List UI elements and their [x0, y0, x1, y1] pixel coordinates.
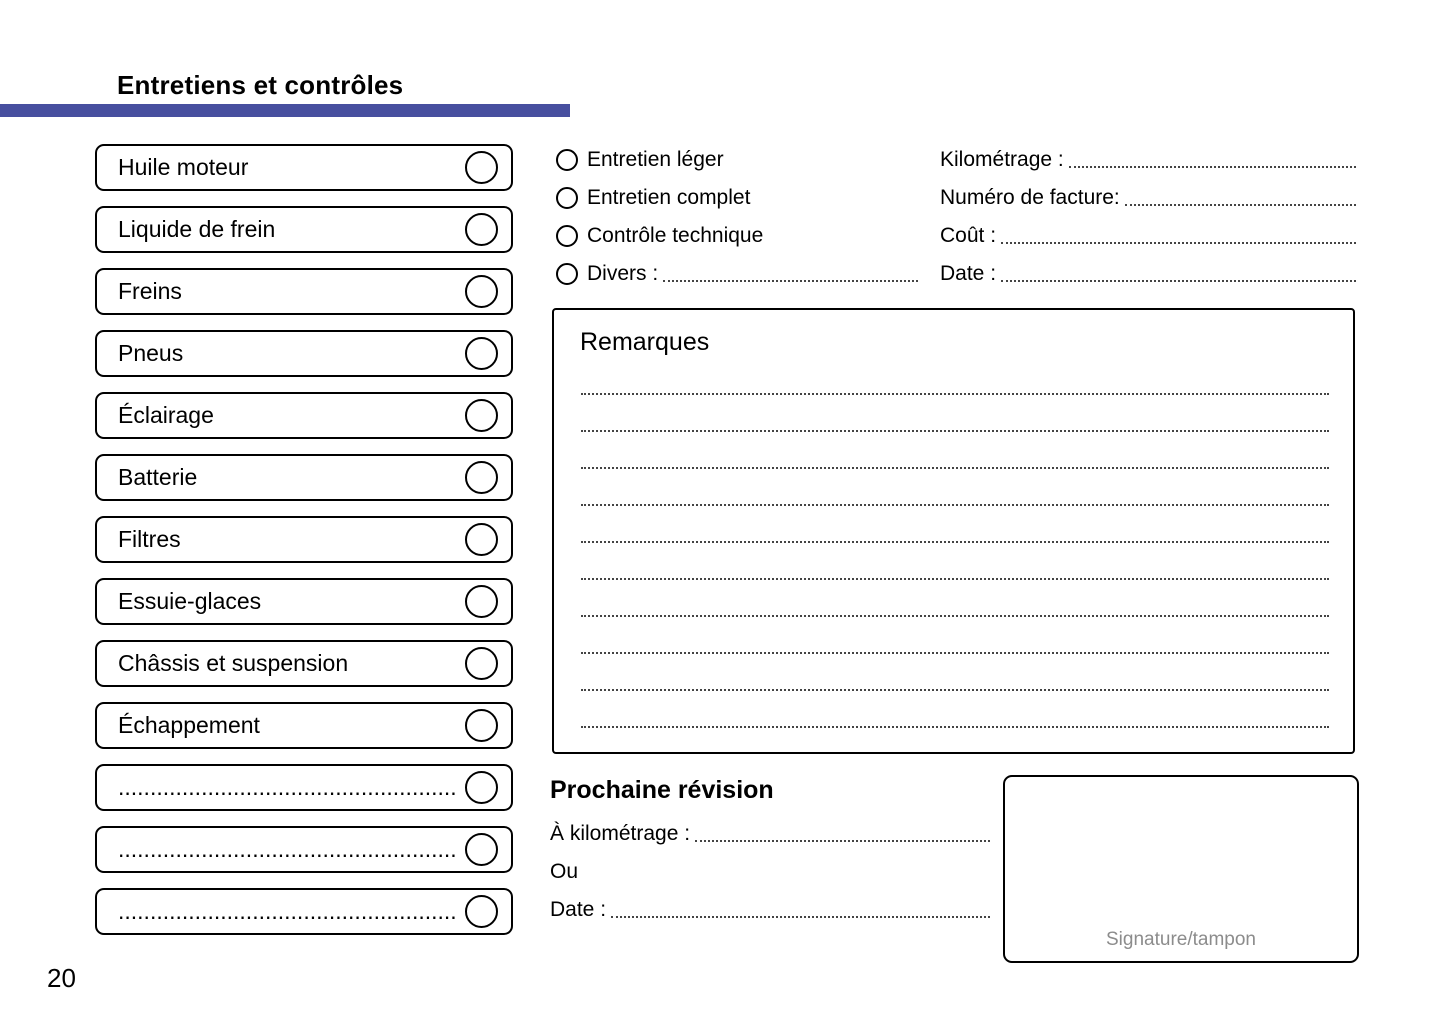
info-field-row: [940, 255, 1356, 293]
fill-in-line: [1069, 166, 1356, 168]
checkbox-circle[interactable]: [465, 647, 498, 680]
checklist-item-label: Échappement: [118, 712, 260, 738]
checklist-item: [95, 206, 513, 253]
next-service-field-label: À kilométrage :: [550, 822, 691, 845]
service-type-label: Entretien complet: [587, 186, 751, 209]
info-field-row: [940, 179, 1356, 217]
checkbox-circle[interactable]: [465, 213, 498, 246]
checklist-item: [95, 764, 513, 811]
service-type-row: [556, 179, 918, 217]
next-service-title: Prochaine révision: [550, 776, 774, 804]
next-service-fields: [550, 815, 990, 929]
radio-circle[interactable]: [556, 187, 578, 209]
checklist-item: [95, 144, 513, 191]
checklist-item: [95, 888, 513, 935]
remarks-line: [581, 469, 1329, 506]
checkbox-circle[interactable]: [465, 461, 498, 494]
checklist-item-label: .....................................................: [118, 836, 457, 862]
radio-circle[interactable]: [556, 149, 578, 171]
info-field-label: Date :: [940, 262, 997, 285]
checklist-item: [95, 578, 513, 625]
next-service-field-label: Ou: [550, 860, 579, 883]
page-number: 20: [47, 963, 76, 993]
fill-in-line: [611, 916, 990, 918]
checkbox-circle[interactable]: [465, 523, 498, 556]
signature-box: [1003, 775, 1359, 963]
info-field-row: [940, 141, 1356, 179]
remarks-line: [581, 506, 1329, 543]
checklist-item: [95, 454, 513, 501]
fill-in-line: [663, 280, 918, 282]
info-field-label: Numéro de facture:: [940, 186, 1120, 209]
next-service-field-row: [550, 815, 990, 853]
service-type-row: [556, 255, 918, 293]
signature-label: Signature/tampon: [1106, 929, 1256, 950]
service-type-label: Divers :: [587, 262, 659, 285]
checklist-item: [95, 330, 513, 377]
checklist-item-label: Filtres: [118, 526, 181, 552]
checklist-item: [95, 640, 513, 687]
checklist-item-label: Pneus: [118, 340, 184, 366]
checklist-item-label: Huile moteur: [118, 154, 249, 180]
checklist-item-label: Essuie-glaces: [118, 588, 262, 614]
checkbox-circle[interactable]: [465, 399, 498, 432]
checkbox-circle[interactable]: [465, 771, 498, 804]
checkbox-circle[interactable]: [465, 833, 498, 866]
checklist-item: [95, 702, 513, 749]
service-type-label: Entretien léger: [587, 148, 724, 171]
remarks-line: [581, 432, 1329, 469]
page-title: Entretiens et contrôles: [117, 70, 404, 100]
checklist-item: [95, 392, 513, 439]
remarks-line: [581, 654, 1329, 691]
remarks-line: [581, 395, 1329, 432]
checklist-item-label: .....................................................: [118, 898, 457, 924]
checklist-item: [95, 516, 513, 563]
checklist-item: [95, 268, 513, 315]
checkbox-circle[interactable]: [465, 275, 498, 308]
checkbox-circle[interactable]: [465, 337, 498, 370]
remarks-line: [581, 543, 1329, 580]
service-type-label: Contrôle technique: [587, 224, 764, 247]
fill-in-line: [695, 840, 990, 842]
checklist-item-label: Éclairage: [118, 402, 214, 428]
checklist-item-label: .....................................................: [118, 774, 457, 800]
remarks-title: Remarques: [580, 328, 710, 356]
next-service-section: [550, 776, 990, 929]
checklist-item-label: Freins: [118, 278, 182, 304]
service-type-row: [556, 217, 918, 255]
info-field-label: Kilométrage :: [940, 148, 1064, 171]
radio-circle[interactable]: [556, 225, 578, 247]
fill-in-line: [1001, 242, 1356, 244]
checkbox-circle[interactable]: [465, 151, 498, 184]
checklist-item: [95, 826, 513, 873]
service-type-row: [556, 141, 918, 179]
remarks-line: [581, 617, 1329, 654]
radio-circle[interactable]: [556, 263, 578, 285]
info-field-row: [940, 217, 1356, 255]
accent-bar: [0, 104, 570, 117]
fill-in-line: [1001, 280, 1356, 282]
next-service-field-label: Date :: [550, 898, 607, 921]
remarks-box: [552, 308, 1355, 754]
checklist-item-label: Liquide de frein: [118, 216, 276, 242]
info-field-label: Coût :: [940, 224, 997, 247]
checkbox-circle[interactable]: [465, 895, 498, 928]
next-service-field-row: [550, 891, 990, 929]
remarks-line: [581, 580, 1329, 617]
info-field-list: [940, 141, 1356, 293]
checklist-item-label: Châssis et suspension: [118, 650, 349, 676]
remarks-line: [581, 691, 1329, 728]
remarks-line: [581, 358, 1329, 395]
service-type-list: [556, 141, 918, 293]
next-service-field-row: [550, 853, 990, 891]
checklist-item-label: Batterie: [118, 464, 198, 490]
checklist: [95, 144, 513, 950]
remarks-lines: [554, 358, 1353, 728]
fill-in-line: [1125, 204, 1356, 206]
checkbox-circle[interactable]: [465, 709, 498, 742]
checkbox-circle[interactable]: [465, 585, 498, 618]
